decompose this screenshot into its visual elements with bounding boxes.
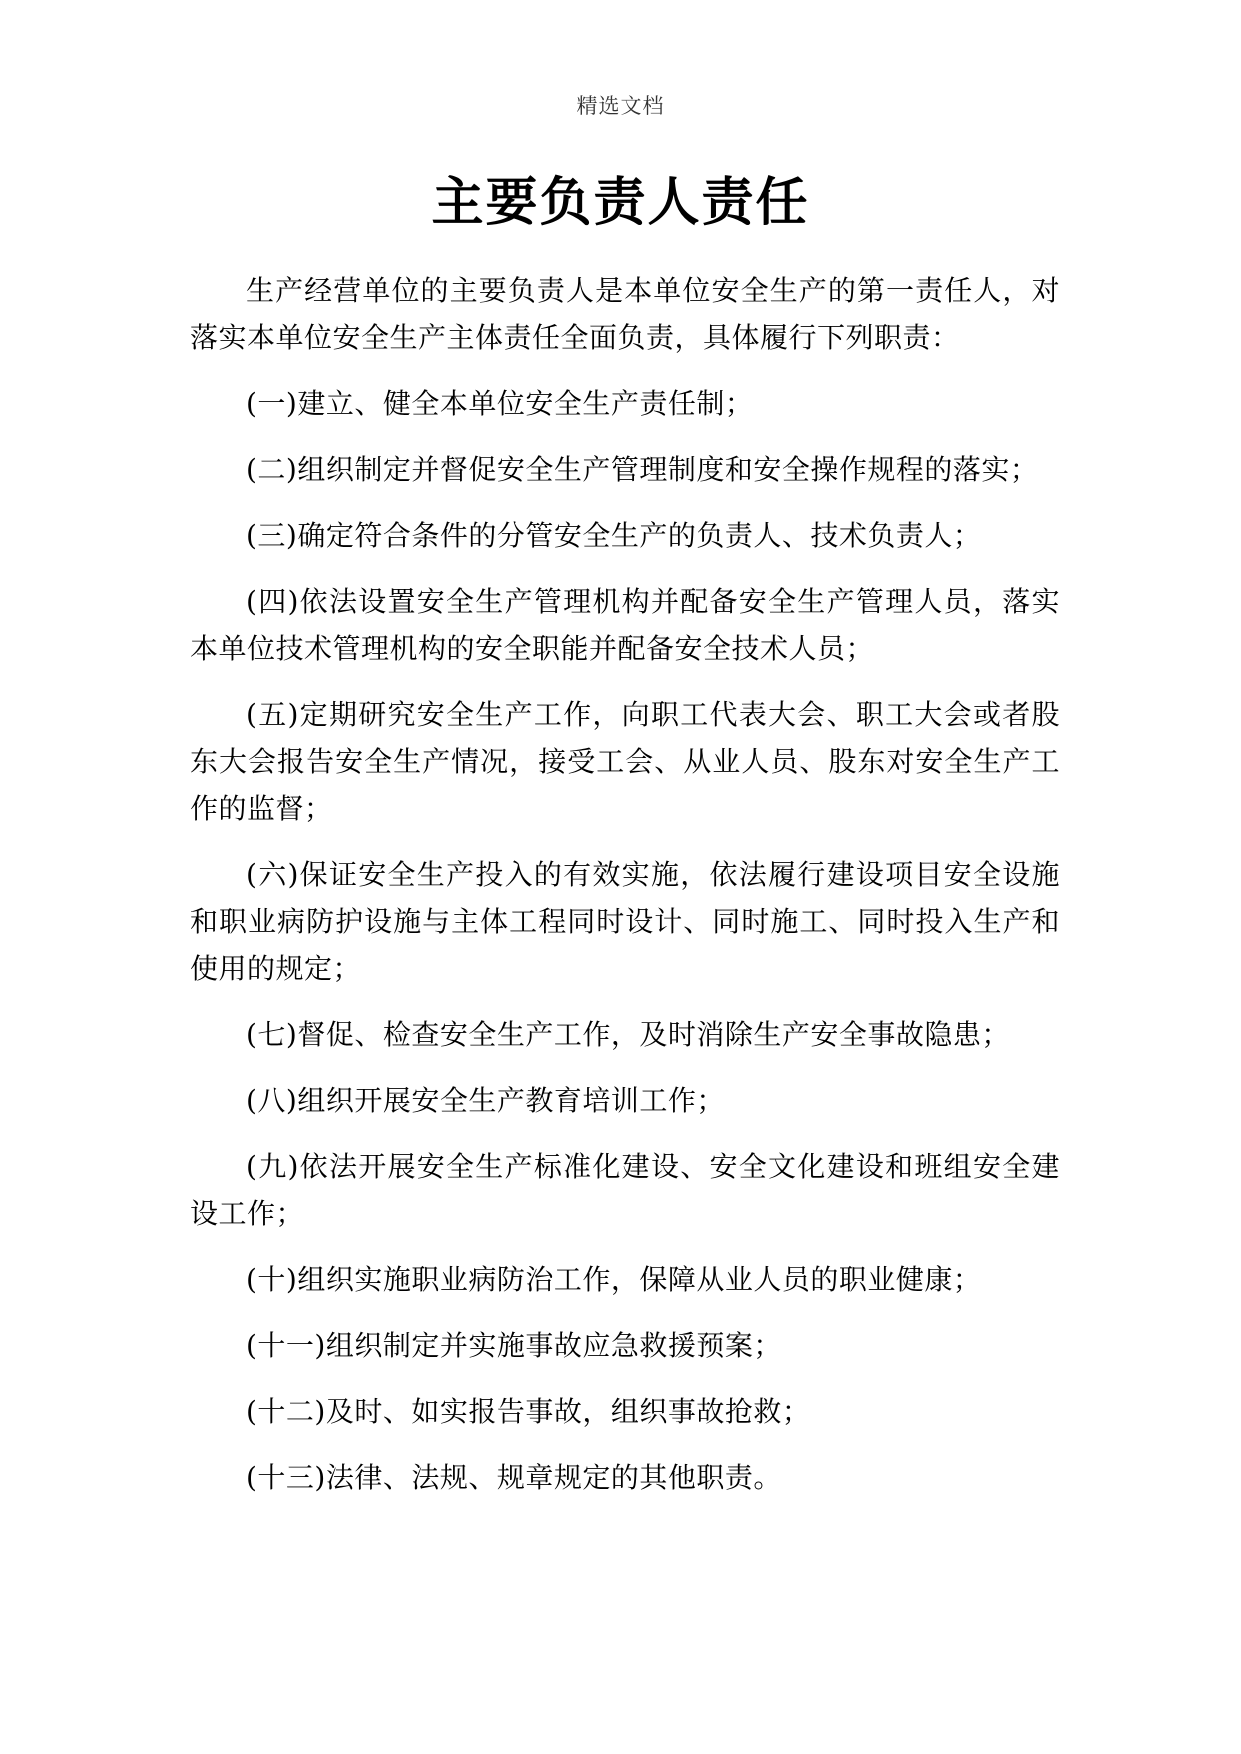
duty-item-11: (十一)组织制定并实施事故应急救援预案；	[246, 1329, 782, 1362]
duty-item-9: (九)依法开展安全生产标准化建设、安全文化建设和班组安全建设工作；	[190, 1150, 1060, 1230]
duty-item-12: (十二)及时、如实报告事故，组织事故抢救；	[246, 1395, 811, 1428]
duty-item-4: (四)依法设置安全生产管理机构并配备安全生产管理人员，落实本单位技术管理机构的安全职能并配备安全技术人员；	[190, 585, 1060, 665]
duty-item-1: (一)建立、健全本单位安全生产责任制；	[246, 387, 754, 420]
duty-item-6: (六)保证安全生产投入的有效实施，依法履行建设项目安全设施和职业病防护设施与主体工程同时设计、同时施工、同时投入生产和使用的规定；	[190, 858, 1060, 985]
duty-item-8: (八)组织开展安全生产教育培训工作；	[246, 1084, 725, 1117]
duty-item-3: (三)确定符合条件的分管安全生产的负责人、技术负责人；	[246, 519, 982, 552]
duty-item-2: (二)组织制定并督促安全生产管理制度和安全操作规程的落实；	[246, 453, 1039, 486]
document-title: 主要负责人责任	[431, 172, 810, 233]
document-body	[190, 267, 1060, 1520]
duty-item-10: (十)组织实施职业病防治工作，保障从业人员的职业健康；	[246, 1263, 982, 1296]
duty-item-5: (五)定期研究安全生产工作，向职工代表大会、职工大会或者股东大会报告安全生产情况，接受工会、从业人员、股东对安全生产工作的监督；	[190, 698, 1060, 825]
page-header: 精选文档	[576, 94, 665, 118]
intro-paragraph: 生产经营单位的主要负责人是本单位安全生产的第一责任人，对落实本单位安全生产主体责任全面负责，具体履行下列职责：	[190, 274, 1060, 354]
duty-item-13: (十三)法律、法规、规章规定的其他职责。	[246, 1461, 782, 1494]
duty-item-7: (七)督促、检查安全生产工作，及时消除生产安全事故隐患；	[246, 1018, 1010, 1051]
